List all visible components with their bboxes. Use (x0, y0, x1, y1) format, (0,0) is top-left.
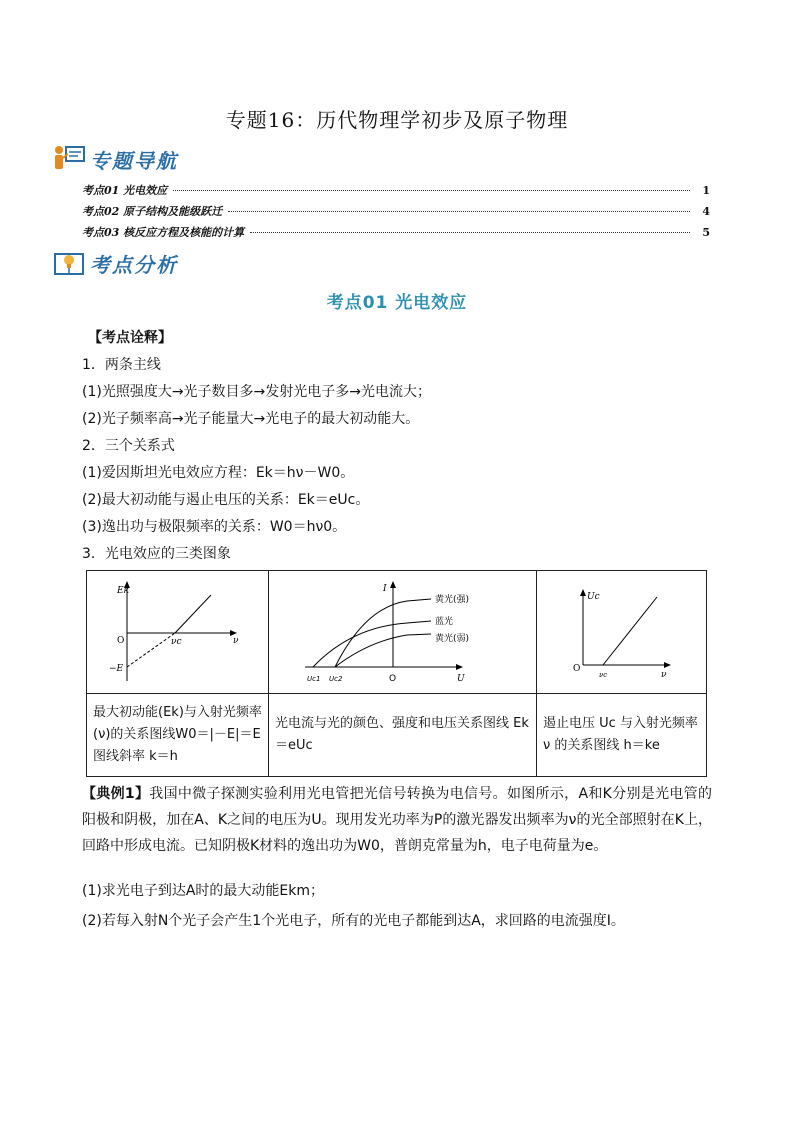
example-problem (82, 781, 712, 859)
x-intercept-label: νc (171, 637, 182, 647)
explain-heading: 【考点诠释】 (88, 330, 172, 346)
x-intercept-label: νc (599, 671, 608, 679)
toc-label: 考点02 原子结构及能级跃迁 (82, 205, 223, 218)
text-line: (3)逸出功与极限频率的关系：W0＝hν0。 (82, 519, 347, 535)
book-bulb-icon (52, 248, 86, 278)
heading-two-lines: 1．两条主线 (82, 357, 161, 373)
uc-frequency-graph (537, 571, 707, 693)
y-axis-label: I (383, 584, 387, 594)
caption-current-graph: 光电流与光的颜色、强度和电压关系图线 Ek＝eUc (269, 694, 537, 777)
curve-label-strong-yellow: 黄光(强) (435, 595, 470, 605)
toc-page: 5 (702, 226, 710, 239)
x-axis-label: ν (661, 670, 667, 680)
caption-ek-graph: 最大初动能(Ek)与入射光频率(ν)的关系图线W0＝|－E|＝E 图线斜率 k＝h (87, 694, 269, 777)
person-board-icon (52, 144, 86, 174)
ek-frequency-graph (87, 571, 269, 693)
graph-cell-current (269, 571, 537, 694)
toc-item-1[interactable] (82, 182, 710, 198)
toc-item-3[interactable] (82, 224, 710, 240)
origin-label: O (573, 664, 581, 674)
x-axis-label: ν (233, 636, 239, 646)
text-line: (1)爱因斯坦光电效应方程：Ek＝hν－W0。 (82, 465, 355, 481)
toc-label: 考点01 光电效应 (82, 184, 168, 197)
graph-table (86, 570, 707, 777)
uc2-label: Uc2 (329, 675, 343, 683)
curve-label-blue: 蓝光 (435, 617, 454, 627)
page-title: 专题16：历代物理学初步及原子物理 (225, 108, 569, 132)
graph-cell-uc (537, 571, 707, 694)
y-axis-label: Ek (117, 586, 130, 596)
toc-page: 4 (702, 205, 710, 218)
toc-label: 考点03 核反应方程及核能的计算 (82, 226, 245, 239)
origin-label: O (389, 674, 397, 684)
toc-leader (250, 232, 690, 233)
text-line: (2)光子频率高→光子能量大→光电子的最大初动能大。 (82, 411, 420, 427)
text-line: (1)光照强度大→光子数目多→发射光电子多→光电流大； (82, 384, 432, 400)
nav-banner-text: 专题导航 (90, 148, 178, 173)
text-line: (2)最大初动能与遏止电压的关系：Ek＝eUc。 (82, 492, 370, 508)
toc-leader (173, 190, 690, 191)
question-2: (2)若每入射N个光子会产生1个光电子，所有的光电子都能到达A，求回路的电流强度I。 (82, 913, 625, 929)
analysis-banner-text: 考点分析 (90, 252, 178, 277)
heading-three-relations: 2．三个关系式 (82, 438, 175, 454)
section-title: 考点01 光电效应 (326, 293, 468, 313)
toc-page: 1 (702, 184, 710, 197)
toc-leader (228, 211, 690, 212)
current-voltage-graph (269, 571, 537, 693)
y-intercept-label: −E (109, 664, 124, 674)
nav-banner (52, 144, 178, 174)
example-tag: 【典例1】 (82, 786, 150, 802)
origin-label: O (117, 636, 125, 646)
toc-item-2[interactable] (82, 203, 710, 219)
heading-three-graphs: 3．光电效应的三类图象 (82, 546, 231, 562)
question-1: (1)求光电子到达A时的最大动能Ekm； (82, 883, 324, 899)
x-axis-label: U (457, 674, 465, 684)
caption-uc-graph: 遏止电压 Uc 与入射光频率 ν 的关系图线 h＝ke (537, 694, 707, 777)
y-axis-label: Uc (587, 592, 600, 602)
uc1-label: Uc1 (307, 675, 321, 683)
analysis-banner (52, 248, 178, 278)
graph-cell-ek (87, 571, 269, 694)
curve-label-weak-yellow: 黄光(弱) (435, 634, 470, 644)
example-body: 我国中微子探测实验利用光电管把光信号转换为电信号。如图所示，A和K分别是光电管的阳极和阴极，加在A、K之间的电压为U。现用发光功率为P的激光器发出频率为ν的光全部照射在K上，回路中形成电流。已知阴极K材料的逸出功为W0，普朗克常量为h，电子电荷量为e。 (82, 786, 712, 854)
